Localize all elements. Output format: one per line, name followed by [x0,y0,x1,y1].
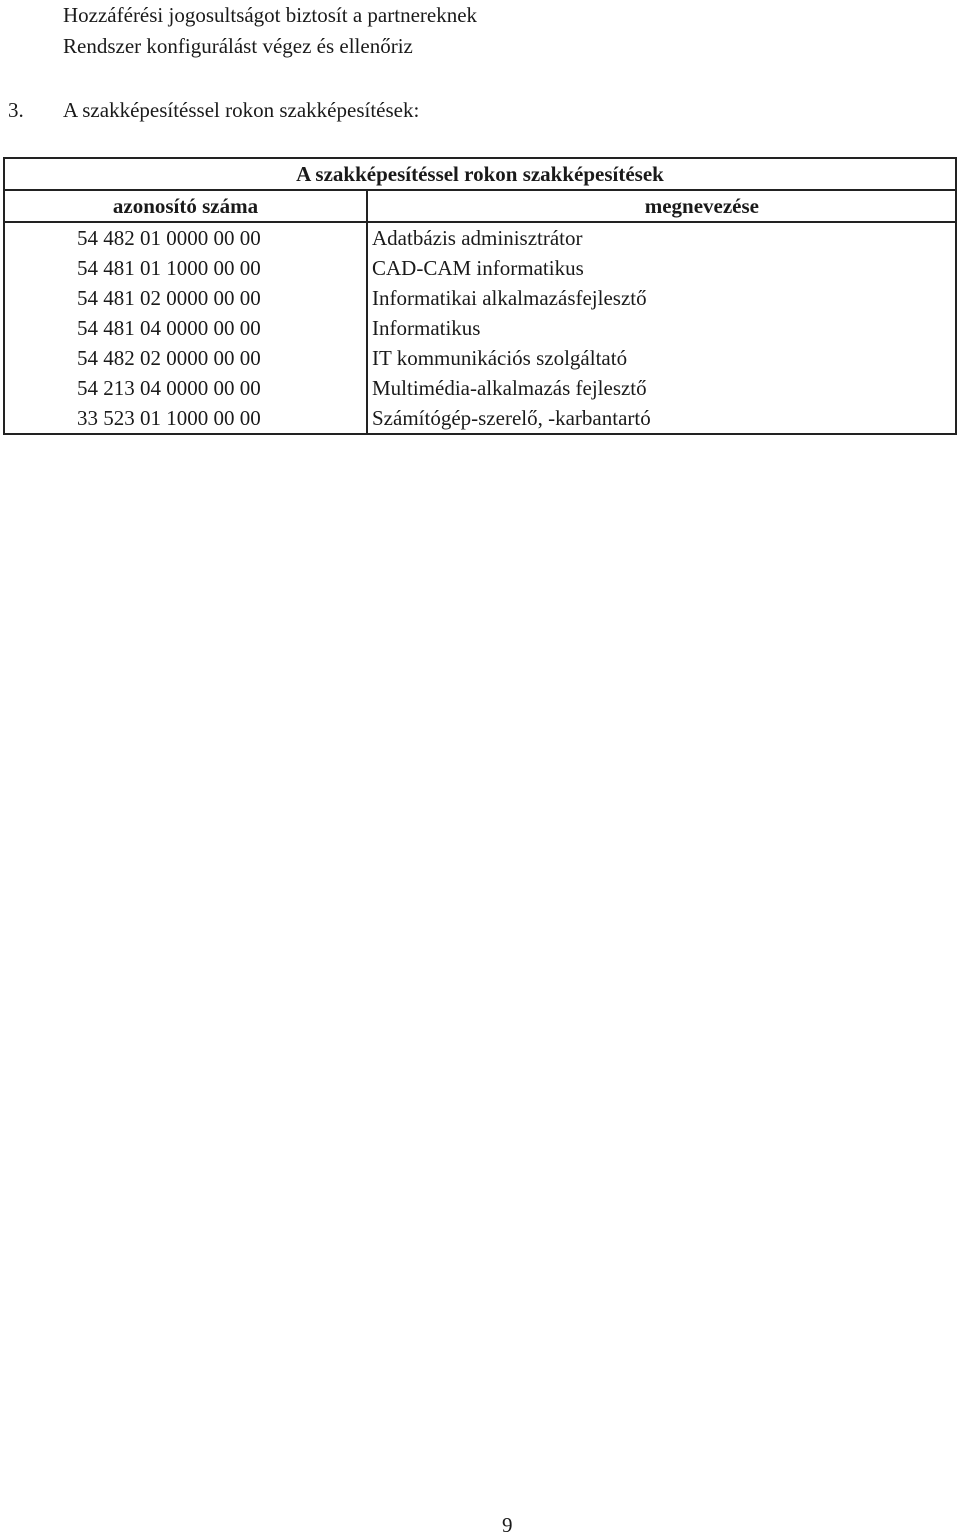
section-heading-text: A szakképesítéssel rokon szakképesítések: [63,98,420,122]
page-number: 9 [502,1513,513,1537]
qualification-name: CAD-CAM informatikus [367,253,956,283]
table-title: A szakképesítéssel rokon szakképesítések [4,158,956,190]
qualification-code: 54 482 02 0000 00 00 [4,343,367,373]
qualification-name: Informatikai alkalmazásfejlesztő [367,283,956,313]
qualification-code: 54 213 04 0000 00 00 [4,373,367,403]
table-row [4,313,956,343]
column-header-name: megnevezése [367,190,956,222]
qualification-code: 54 482 01 0000 00 00 [4,222,367,253]
qualification-code: 54 481 04 0000 00 00 [4,313,367,343]
qualification-name: Számítógép-szerelő, -karbantartó [367,403,956,434]
qualification-code: 54 481 02 0000 00 00 [4,283,367,313]
table-row [4,222,956,253]
section-number: 3. [8,98,24,122]
qualification-name: Multimédia-alkalmazás fejlesztő [367,373,956,403]
section-heading [8,97,419,123]
intro-line-2: Rendszer konfigurálást végez és ellenőriz [63,34,413,58]
table-row [4,283,956,313]
qualification-name: Informatikus [367,313,956,343]
table-row [4,403,956,434]
intro-line-1: Hozzáférési jogosultságot biztosít a partnereknek [63,3,478,27]
related-qualifications-table [3,157,957,435]
table-header-row [4,190,956,222]
table-title-row [4,158,956,190]
qualification-code: 54 481 01 1000 00 00 [4,253,367,283]
qualification-name: IT kommunikációs szolgáltató [367,343,956,373]
column-header-code: azonosító száma [4,190,367,222]
table-row [4,373,956,403]
table-row [4,253,956,283]
table-row [4,343,956,373]
qualification-name: Adatbázis adminisztrátor [367,222,956,253]
qualification-code: 33 523 01 1000 00 00 [4,403,367,434]
